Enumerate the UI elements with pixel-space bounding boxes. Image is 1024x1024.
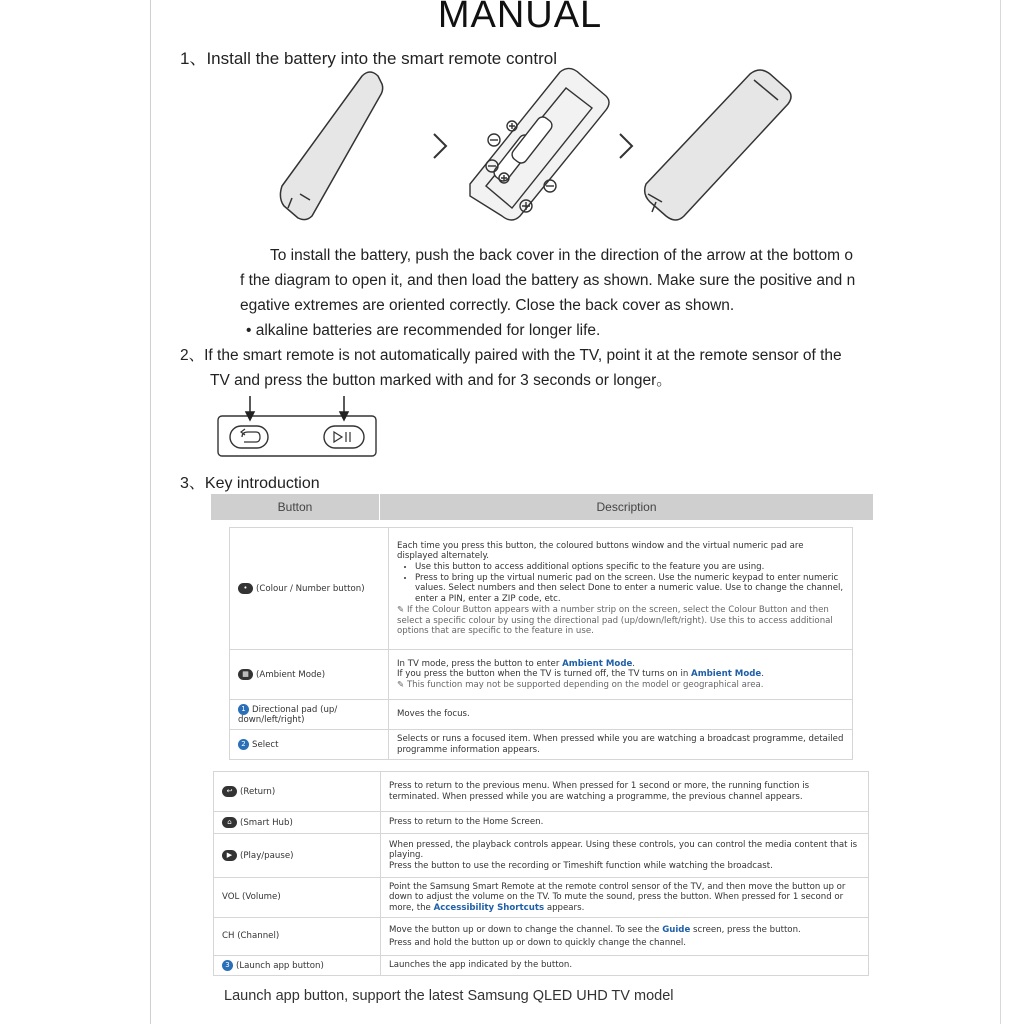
key-label: Select <box>252 739 279 750</box>
ambient-mode-key-icon: ▦ <box>238 669 253 680</box>
key-label: (Launch app button) <box>236 960 324 971</box>
description-cell <box>389 528 853 650</box>
description-text: Press and hold the button up or down to quickly change the channel. <box>389 937 687 948</box>
page-title: MANUAL <box>437 0 603 36</box>
description-text: In TV mode, press the button to enter Ambient Mode. <box>397 658 636 669</box>
description-cell: Press to return to the previous menu. When pressed for 1 second or more, the running function is terminated. When pressed while you are watching a programme, the previous channel appears. <box>381 772 869 812</box>
table-row <box>230 730 853 760</box>
footer-note: Launch app button, support the latest Samsung QLED UHD TV model <box>224 988 674 1004</box>
key-cell <box>214 812 381 834</box>
description-bullet: • Press to bring up the virtual numeric pad on the screen. Use the numeric keypad to enter numeric values. Select numbers and then select Done to enter a numeric value. Use to change the channel, enter a PIN, enter a ZIP code, etc. <box>415 573 844 604</box>
step2-heading-cont: TV and press the button marked with and for 3 seconds or longer。 <box>210 372 672 389</box>
key-label: (Return) <box>240 786 276 797</box>
step2-heading: 2、If the smart remote is not automatically paired with the TV, point it at the remote sensor of the <box>180 347 842 364</box>
key-cell <box>230 700 389 730</box>
step1-instruction-line: f the diagram to open it, and then load the battery as shown. Make sure the positive and n <box>240 272 856 289</box>
table-row <box>214 956 869 976</box>
note-text: If the Colour Button appears with a number strip on the screen, select the Colour Button and then select a specific colour by using the directional pad (up/down/left/right). Use this to access additional options that are specific to the feature in use. <box>397 605 833 636</box>
play-pause-key-icon: ▶ <box>222 850 237 861</box>
remote-closed-illustration <box>645 70 791 220</box>
description-bullet: • Use this button to access additional options specific to the feature you are using. <box>415 562 844 572</box>
description-text: When pressed, the playback controls appear. Using these controls, you can control the media content that is playing. <box>389 839 858 861</box>
key-cell: CH (Channel) <box>214 918 381 956</box>
battery-install-diagram <box>270 66 810 226</box>
pencil-icon: ✎ <box>397 605 407 616</box>
pairing-buttons-diagram <box>214 394 380 460</box>
key-label: (Colour / Number button) <box>256 583 365 594</box>
key-label: Directional pad (up/ down/left/right) <box>238 704 338 725</box>
return-button-illustration <box>230 426 268 448</box>
description-cell: Launches the app indicated by the button. <box>381 956 869 976</box>
step3-heading: 3、Key introduction <box>180 475 320 492</box>
description-cell: Selects or runs a focused item. When pressed while you are watching a broadcast programme, detailed programme information appears. <box>389 730 853 760</box>
description-text: Move the button up or down to change the channel. To see the Guide screen, press the button. <box>389 925 801 936</box>
key-cell <box>214 834 381 878</box>
key-cell <box>230 650 389 700</box>
badge-1-icon: 1 <box>238 704 249 715</box>
key-table-part2 <box>213 771 869 976</box>
return-key-icon: ↩ <box>222 786 237 797</box>
key-cell <box>214 956 381 976</box>
badge-3-icon: 3 <box>222 960 233 971</box>
description-cell: Point the Samsung Smart Remote at the remote control sensor of the TV, and then move the button up or down to adjust the volume on the TV. To mute the sound, press the button. When pressed for 1 second or more, the Accessibility Shortcuts appears. <box>381 878 869 918</box>
description-cell <box>381 918 869 956</box>
table-row <box>214 772 869 812</box>
description-cell: Moves the focus. <box>389 700 853 730</box>
table-row <box>214 918 869 956</box>
key-table-header <box>211 494 873 520</box>
key-label: (Ambient Mode) <box>256 669 326 680</box>
column-header-description: Description <box>596 500 657 514</box>
chevron-right-icon <box>620 134 632 158</box>
pencil-icon: ✎ <box>397 679 407 690</box>
key-cell <box>230 528 389 650</box>
remote-closed-illustration <box>280 72 382 220</box>
page-right-rule <box>1000 0 1001 1024</box>
key-cell <box>214 772 381 812</box>
remote-open-illustration <box>470 68 609 220</box>
table-row <box>214 812 869 834</box>
description-text: If you press the button when the TV is turned off, the TV turns on in Ambient Mode. <box>397 669 764 680</box>
key-label: (Play/pause) <box>240 850 294 861</box>
description-cell: Press to return to the Home Screen. <box>381 812 869 834</box>
key-label: (Smart Hub) <box>240 817 293 828</box>
step1-instruction-line: egative extremes are oriented correctly. Close the back cover as shown. <box>240 297 735 314</box>
table-row <box>230 700 853 730</box>
table-row <box>214 878 869 918</box>
key-table-part1 <box>229 527 853 760</box>
chevron-right-icon <box>434 134 446 158</box>
description-text: Press the button to use the recording or Timeshift function while watching the broadcast. <box>389 860 773 871</box>
description-cell <box>381 834 869 878</box>
key-cell: VOL (Volume) <box>214 878 381 918</box>
step1-instruction-line: To install the battery, push the back cover in the direction of the arrow at the bottom o <box>270 247 854 264</box>
step1-bullet: • alkaline batteries are recommended for longer life. <box>246 322 601 339</box>
description-cell <box>389 650 853 700</box>
description-note: ✎ This function may not be supported depending on the model or geographical area. <box>397 679 764 690</box>
play-pause-button-illustration <box>324 426 364 448</box>
home-key-icon: ⌂ <box>222 817 237 828</box>
description-note <box>397 605 844 636</box>
page-left-rule <box>150 0 151 1024</box>
table-row <box>230 650 853 700</box>
badge-2-icon: 2 <box>238 739 249 750</box>
description-text: Each time you press this button, the coloured buttons window and the virtual numeric pad are displayed alternately. <box>397 540 804 562</box>
step1-heading: 1、Install the battery into the smart remote control <box>180 49 558 68</box>
column-header-button: Button <box>277 500 313 514</box>
colour-number-key-icon: • <box>238 583 253 594</box>
table-row <box>230 528 853 650</box>
key-cell <box>230 730 389 760</box>
table-row <box>214 834 869 878</box>
